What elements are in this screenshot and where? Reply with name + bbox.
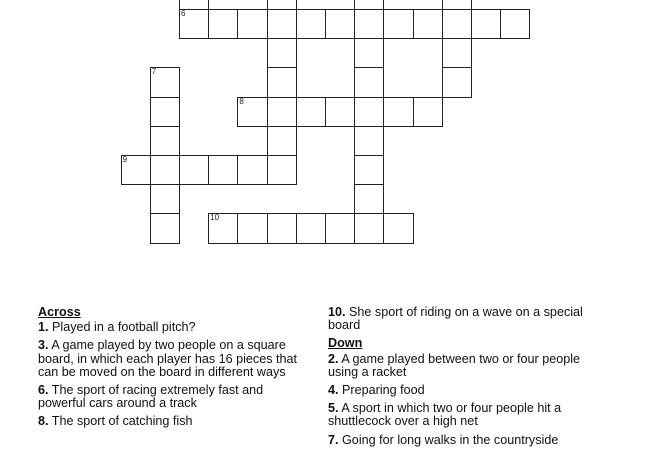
grid-cell[interactable]	[325, 213, 355, 243]
cell-number: 10	[210, 213, 220, 223]
grid-cell[interactable]	[267, 155, 297, 185]
grid-cell[interactable]	[150, 67, 180, 97]
grid-cell[interactable]	[442, 0, 472, 10]
grid-cell[interactable]	[237, 97, 267, 127]
cell-number: 9	[122, 155, 128, 164]
clue-down-4	[328, 384, 590, 397]
grid-cell[interactable]	[413, 97, 443, 127]
grid-cell[interactable]	[296, 97, 326, 127]
grid-cell[interactable]	[296, 9, 326, 39]
grid-cell[interactable]	[442, 9, 472, 39]
clues-left-column	[38, 306, 300, 434]
across-heading: Across	[38, 305, 81, 319]
grid-cell[interactable]	[267, 9, 297, 39]
grid-cell[interactable]	[121, 155, 151, 185]
clue-number: 6.	[38, 383, 49, 398]
grid-cell[interactable]	[354, 97, 384, 127]
grid-cell[interactable]	[208, 155, 238, 185]
grid-cell[interactable]	[237, 155, 267, 185]
grid-cell[interactable]	[325, 97, 355, 127]
clue-down-7	[328, 434, 590, 447]
cell-number: 6	[181, 9, 186, 18]
grid-cell[interactable]	[208, 9, 238, 39]
grid-cell[interactable]	[296, 213, 326, 243]
clue-across-1	[38, 321, 300, 334]
clue-text: Going for long walks in the countryside	[338, 432, 559, 447]
clue-text: The sport of racing extremely fast and powerful cars around a track	[38, 383, 264, 411]
clue-text: She sport of riding on a wave on a special board	[328, 305, 583, 333]
grid-cell[interactable]	[413, 9, 443, 39]
grid-cell[interactable]	[354, 0, 384, 10]
grid-cell[interactable]	[325, 9, 355, 39]
grid-cell[interactable]	[267, 0, 297, 10]
grid-cell[interactable]	[354, 38, 384, 68]
clues-right-column	[328, 306, 590, 450]
grid-cell[interactable]	[179, 155, 209, 185]
clue-number: 1.	[38, 320, 49, 335]
grid-cell[interactable]	[267, 38, 297, 68]
grid-cell[interactable]	[237, 213, 267, 243]
clue-number: 2.	[328, 351, 339, 366]
grid-cell[interactable]	[442, 67, 472, 97]
grid-cell[interactable]	[150, 184, 180, 214]
grid-cell[interactable]	[354, 184, 384, 214]
grid-cell[interactable]	[150, 155, 180, 185]
clue-text: A sport in which two or four people hit a shuttlecock over a high net	[328, 401, 562, 429]
grid-cell[interactable]	[500, 9, 530, 39]
clue-text: Played in a football pitch?	[48, 320, 196, 335]
grid-cell[interactable]	[383, 213, 413, 243]
clue-text: Preparing food	[338, 383, 425, 398]
grid-cell[interactable]	[354, 126, 384, 156]
grid-cell[interactable]	[471, 9, 501, 39]
clue-text: A game played by two people on a square board, in which each player has 16 pieces that can be moved on the board in different ways	[38, 338, 298, 379]
grid-cell[interactable]	[383, 9, 413, 39]
cell-number: 8	[239, 96, 244, 106]
clue-text: The sport of catching fish	[48, 414, 193, 429]
grid-cell[interactable]	[442, 38, 472, 68]
clue-across-10	[328, 306, 590, 332]
clue-number: 3.	[38, 338, 49, 353]
clue-text: A game played between two or four people using a racket	[328, 351, 581, 379]
grid-cell[interactable]	[208, 213, 238, 243]
clue-number: 4.	[328, 383, 339, 398]
grid-cell[interactable]	[354, 67, 384, 97]
grid-cell[interactable]	[354, 155, 384, 185]
clue-number: 5.	[328, 401, 339, 416]
grid-cell[interactable]	[267, 67, 297, 97]
grid-cell[interactable]	[383, 97, 413, 127]
clue-number: 8.	[38, 414, 49, 429]
clue-across-8	[38, 415, 300, 428]
grid-cell[interactable]	[267, 126, 297, 156]
down-heading: Down	[328, 336, 363, 351]
clue-number: 7.	[328, 432, 339, 447]
grid-cell[interactable]	[267, 97, 297, 127]
grid-cell[interactable]	[179, 9, 209, 39]
clue-down-5	[328, 402, 590, 428]
grid-cell[interactable]	[354, 213, 384, 243]
cell-number: 7	[151, 67, 157, 77]
clue-across-6	[38, 384, 300, 410]
grid-cell[interactable]	[267, 213, 297, 243]
clue-down-2	[328, 353, 590, 379]
grid-cell[interactable]	[354, 9, 384, 39]
grid-cell[interactable]	[150, 126, 180, 156]
clue-number: 10.	[328, 305, 346, 319]
grid-cell[interactable]	[237, 9, 267, 39]
clue-across-3	[38, 339, 300, 379]
grid-cell[interactable]	[150, 97, 180, 127]
grid-cell[interactable]	[150, 213, 180, 243]
